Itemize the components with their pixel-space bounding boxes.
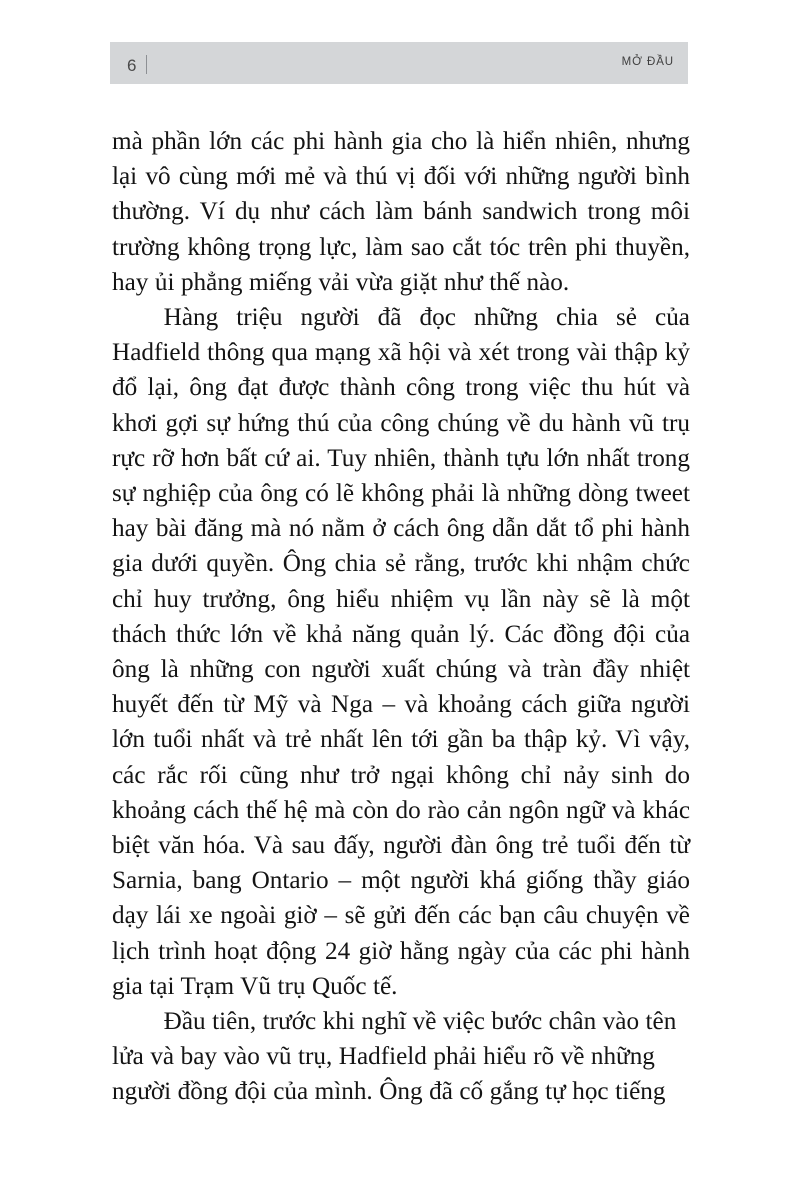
chapter-label: MỞ ĐẦU xyxy=(621,56,674,69)
paragraph-hadfield-social-media: Hàng triệu người đã đọc những chia sẻ của Hadfield thông qua mạng xã hội và xét trong vài thập kỷ đổ lại, ông đạt được thành công trong việc thu hút và khơi gợi sự hứng thú của công chúng về du hành vũ trụ rực rỡ hơn bất cứ ai. Tuy nhiên, thành tựu lớn nhất trong sự nghiệp của ông có lẽ không phải là những dòng tweet hay bài đăng mà nó nằm ở cách ông dẫn dắt tổ phi hành gia dưới quyền. Ông chia sẻ rằng, trước khi nhậm chức chỉ huy trưởng, ông hiểu nhiệm vụ lần này sẽ là một thách thức lớn về khả năng quản lý. Các đồng đội của ông là những con người xuất chúng và tràn đầy nhiệt huyết đến từ Mỹ và Nga – và khoảng cách giữa người lớn tuổi nhất và trẻ nhất lên tới gần ba thập kỷ. Vì vậy, các rắc rối cũng như trở ngại không chỉ nảy sinh do khoảng cách thế hệ mà còn do rào cản ngôn ngữ và khác biệt văn hóa. Và sau đấy, người đàn ông trẻ tuổi đến từ Sarnia, bang Ontario – một người khá giống thầy giáo dạy lái xe ngoài giờ – sẽ gửi đến các bạn câu chuyện về lịch trình hoạt động 24 giờ hằng ngày của các phi hành gia tại Trạm Vũ trụ Quốc tế. xyxy=(112,304,690,1000)
paragraph-continued: mà phần lớn các phi hành gia cho là hiển nhiên, nhưng lại vô cùng mới mẻ và thú vị đối với những người bình thường. Ví dụ như cách làm bánh sandwich trong môi trường không trọng lực, làm sao cắt tóc trên phi thuyền, hay ủi phẳng miếng vải vừa giặt như thế nào. xyxy=(112,128,690,296)
folio-group xyxy=(127,52,147,74)
body-text-column xyxy=(112,124,690,1110)
running-header xyxy=(110,42,688,84)
page-number: 6 xyxy=(127,56,137,75)
paragraph-dau-tien: Đầu tiên, trước khi nghĩ về việc bước chân vào tên lửa và bay vào vũ trụ, Hadfield phải hiểu rõ về những người đồng đội của mình. Ông đã cố gắng tự học tiếng xyxy=(112,1008,677,1106)
vertical-rule-icon xyxy=(146,55,147,74)
